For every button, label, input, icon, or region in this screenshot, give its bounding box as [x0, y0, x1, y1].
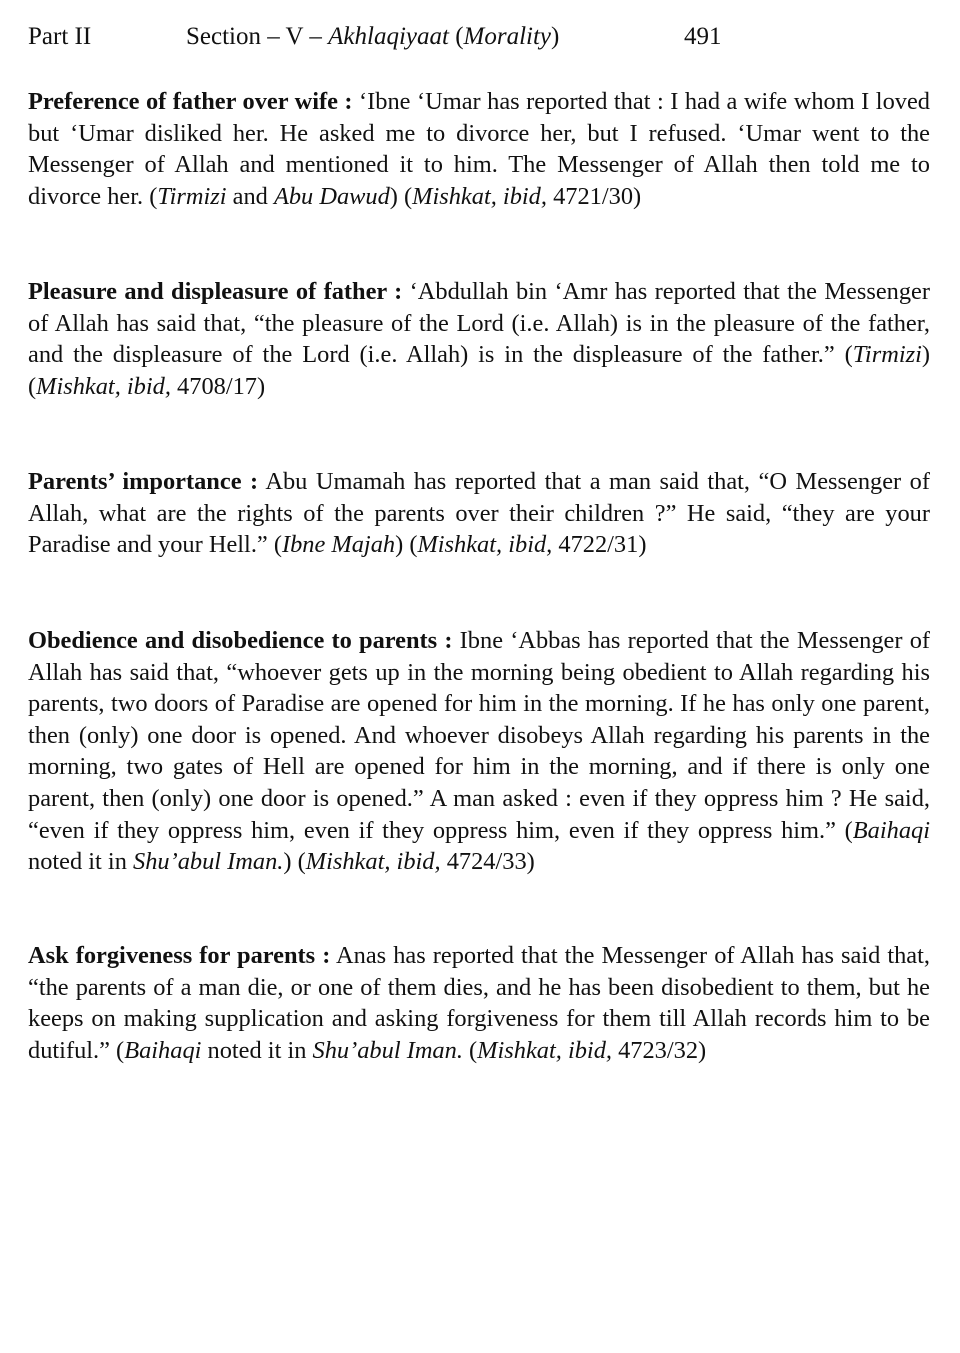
- entry-parents-importance: [28, 466, 930, 561]
- entry-pleasure-of-father: [28, 276, 930, 402]
- source-ref: Shu’abul Iman.: [312, 1036, 463, 1064]
- section-title: Akhlaqiyaat: [328, 23, 449, 50]
- part-label: Part II: [28, 23, 92, 50]
- source-ref: Tirmizi: [157, 182, 227, 210]
- entry-title: Pleasure and displeasure of father :: [28, 278, 403, 305]
- entry-title: Ask forgiveness for parents :: [28, 942, 331, 969]
- entry-body: ‘Abdullah bin ‘Amr has reported that the Messenger of Allah has said that, “the pleasure of the Lord (i.e. Allah) is in the pleasure of the father, and the displeasure of the Lord (i.e. Allah) is in the displeasure of the father.” (: [28, 278, 930, 369]
- reference-number: 4722/31): [552, 531, 647, 559]
- section-subtitle: Morality: [463, 23, 552, 50]
- entry-title: Parents’ importance :: [28, 468, 259, 495]
- entry-text: ) (: [283, 848, 306, 876]
- reference-number: 4724/33): [440, 848, 535, 876]
- section-paren-open: (: [448, 23, 464, 50]
- entry-preference-of-father: [28, 86, 930, 212]
- section-prefix: Section – V –: [186, 23, 329, 50]
- source-ref: Mishkat, ibid,: [477, 1036, 612, 1064]
- entry-body: ‘Ibne ‘Umar has reported that : I had a wife whom I loved but ‘Umar disliked her. He asked me to divorce her, but I refused. ‘Umar went to the Messenger of Allah and mentioned it to him. The Messenger of Allah then told me to divorce her. (: [28, 88, 930, 210]
- entry-obedience-to-parents: [28, 625, 930, 878]
- entry-text: and: [226, 182, 274, 210]
- source-ref: Tirmizi: [852, 341, 922, 369]
- source-ref: Mishkat, ibid,: [412, 182, 547, 210]
- entry-text: ) (: [395, 531, 418, 559]
- entry-text: ) (: [389, 182, 413, 210]
- source-ref: Mishkat, ibid,: [36, 372, 171, 400]
- entry-text: ) (: [28, 341, 930, 400]
- source-ref: Ibne Majah: [281, 531, 396, 559]
- reference-number: 4723/32): [612, 1036, 707, 1064]
- entry-text: noted it in: [201, 1036, 313, 1064]
- source-ref: Shu’abul Iman.: [133, 848, 284, 876]
- entry-body: Anas has reported that the Messenger of Allah has said that, “the parents of a man die, or one of them dies, and he has been disobedient to them, but he keeps on making supplication and asking forgiveness for them till Allah records him to be dutiful.” (: [28, 942, 931, 1064]
- entry-body: Abu Umamah has reported that a man said that, “O Messenger of Allah, what are the rights of the parents over their children ?” He said, “they are your Paradise and your Hell.” (: [28, 468, 930, 559]
- source-ref: Abu Dawud: [273, 182, 390, 210]
- entry-ask-forgiveness: [28, 940, 930, 1066]
- entry-body: Ibne ‘Abbas has reported that the Messenger of Allah has said that, “whoever gets up in the morning being obedient to Allah regarding his parents, two doors of Paradise are opened for him in the morning. If he has only one parent, then (only) one door is opened. And whoever disobeys Allah regarding his parents in the morning, two gates of Hell are opened for him in the morning, and if there is only one parent, then (only) one door is opened.” A man asked : even if they oppress him ? He said, “even if they oppress him, even if they oppress him, even if they oppress him.” (: [28, 627, 931, 844]
- source-ref: Mishkat, ibid,: [305, 848, 441, 876]
- section-paren-close: ): [551, 23, 560, 50]
- entry-title: Obedience and disobedience to parents :: [28, 627, 453, 654]
- section-label: [186, 20, 559, 54]
- running-header: [28, 20, 748, 54]
- entry-text: (: [462, 1036, 478, 1064]
- entry-text: noted it in: [28, 848, 134, 876]
- reference-number: 4721/30): [546, 182, 642, 210]
- source-ref: Baihaqi: [852, 816, 930, 844]
- entry-title: Preference of father over wife :: [28, 88, 353, 115]
- reference-number: 4708/17): [170, 372, 266, 400]
- source-ref: Baihaqi: [124, 1036, 202, 1064]
- page-number: 491: [684, 23, 722, 50]
- source-ref: Mishkat, ibid,: [417, 531, 553, 559]
